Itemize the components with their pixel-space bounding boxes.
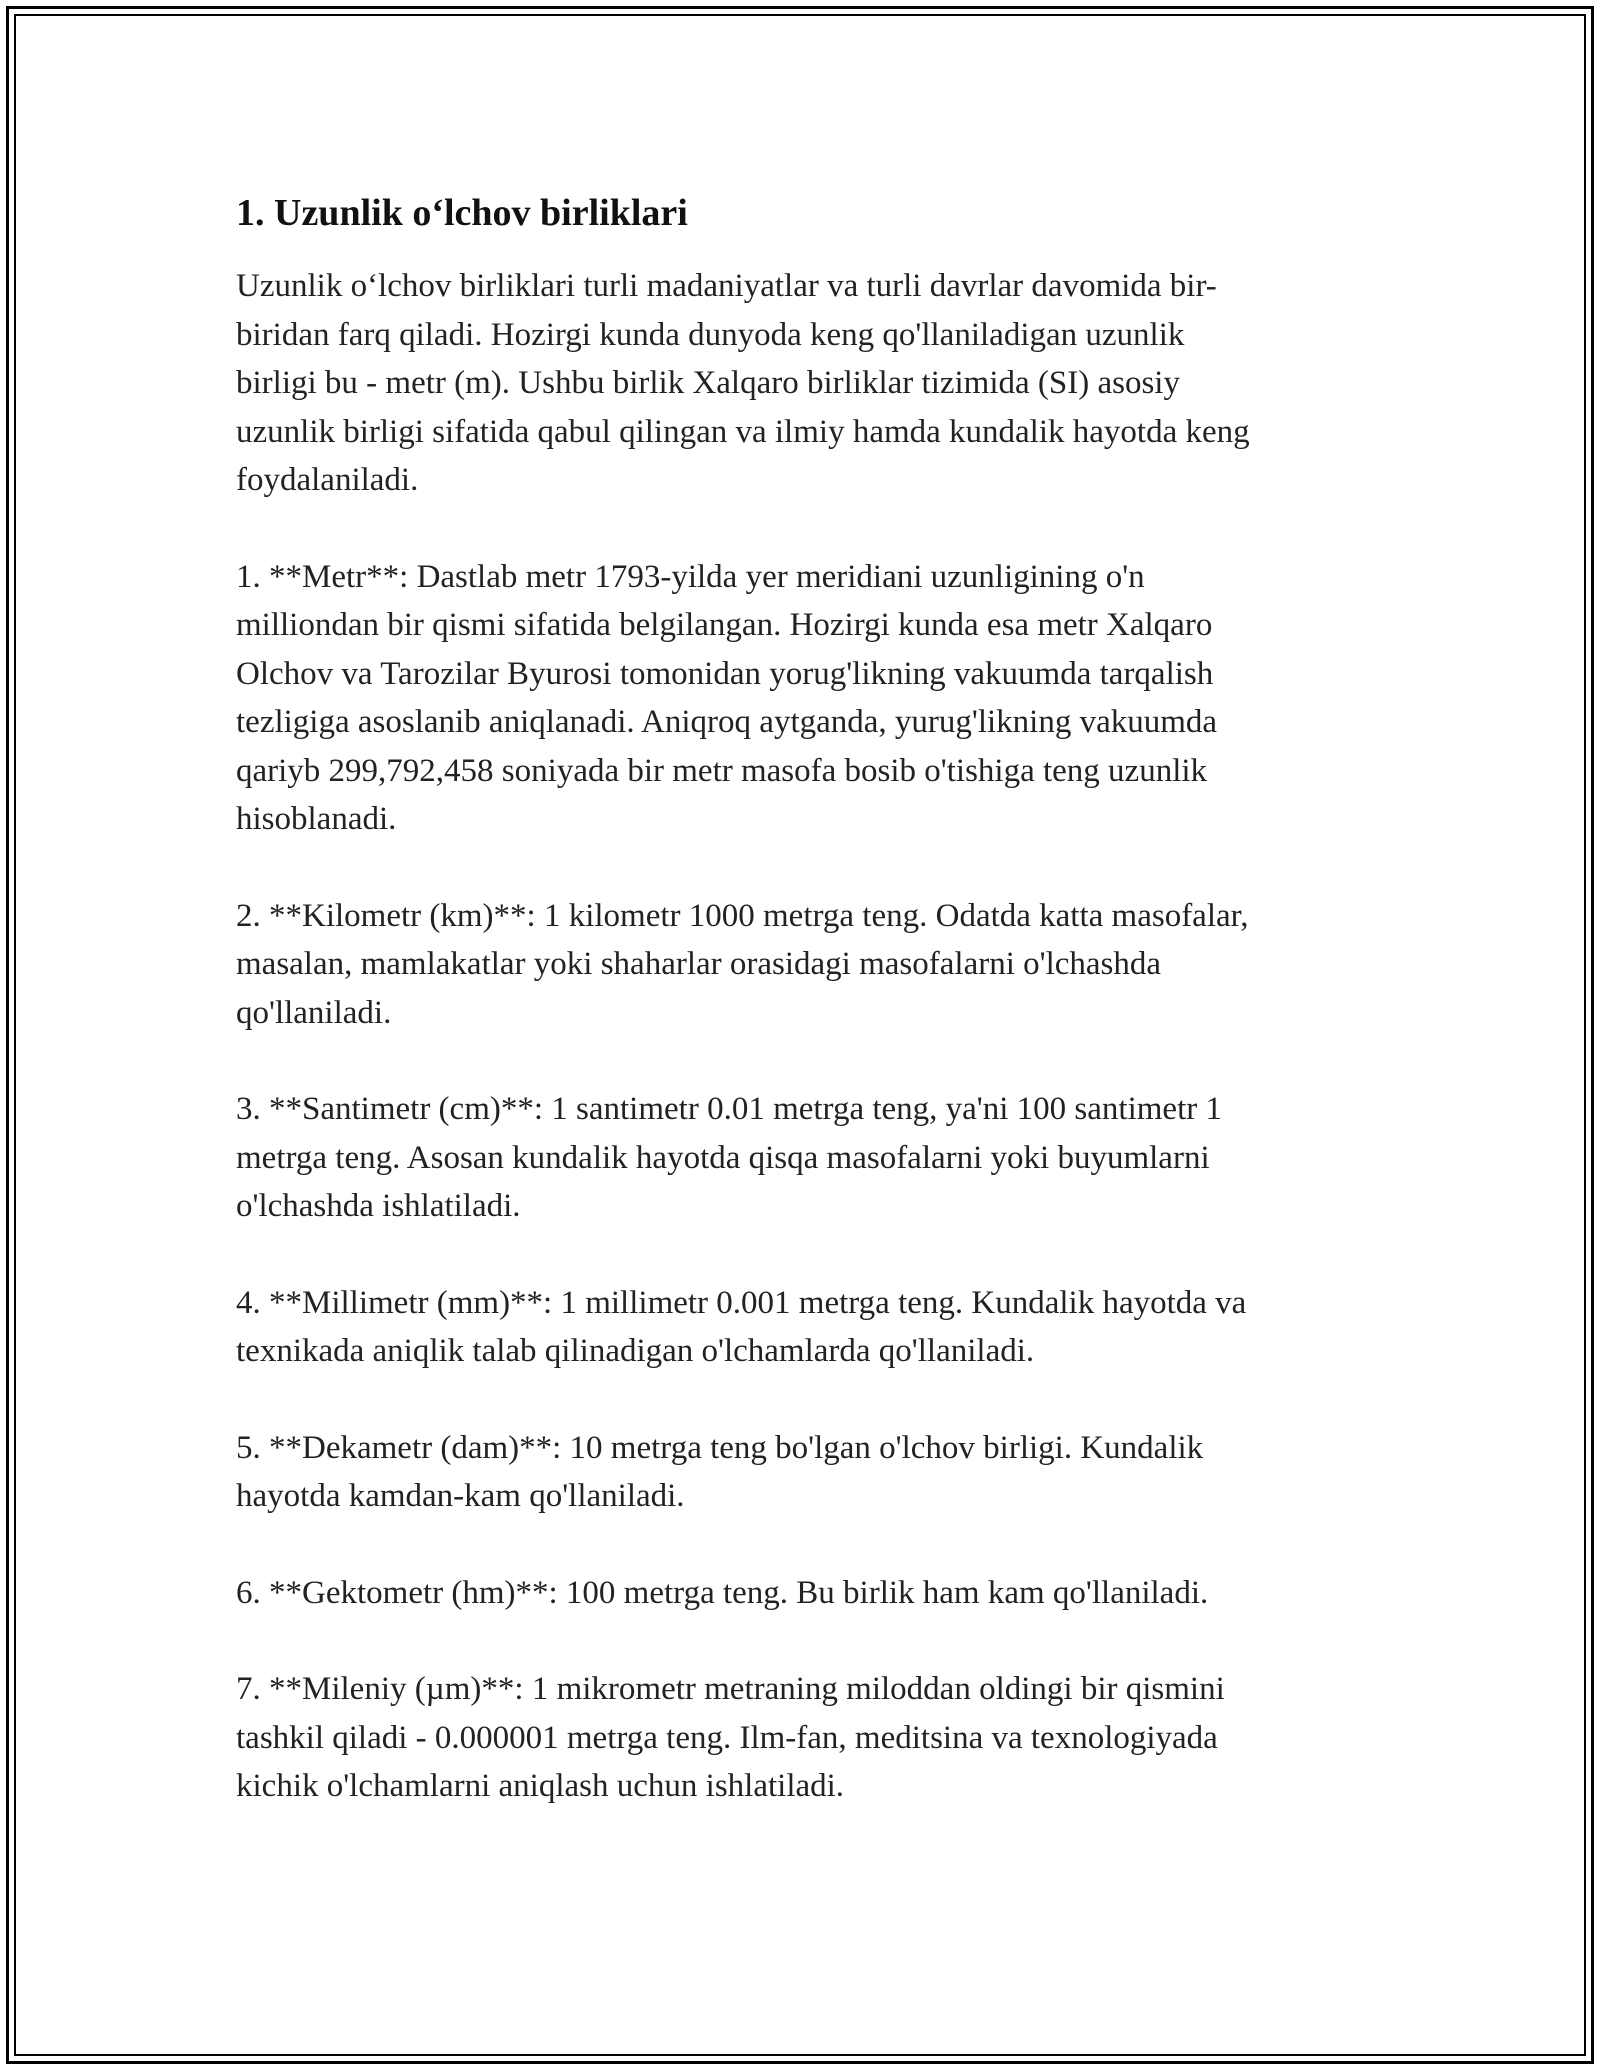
list-item-kilometr: 2. **Kilometr (km)**: 1 kilometr 1000 metrga teng. Odatda katta masofalar, masalan, mamlakatlar yoki shaharlar orasidagi masofalarni o'lchashda qo'llaniladi. [236, 897, 1249, 1031]
list-item-dekametr: 5. **Dekametr (dam)**: 10 metrga teng bo'lgan o'lchov birligi. Kundalik hayotda kamdan-kam qo'llaniladi. [236, 1429, 1204, 1514]
list-item-mileniy: 7. **Mileniy (µm)**: 1 mikrometr metraning miloddan oldingi bir qismini tashkil qiladi - 0.000001 metrga teng. Ilm-fan, meditsina va texnologiyada kichik o'lchamlarni aniqlash uchun ishlatiladi. [236, 1671, 1225, 1804]
document-body [236, 186, 1366, 1859]
section-heading: 1. Uzunlik o‘lchov birliklari [236, 192, 688, 234]
list-item-millimetr: 4. **Millimetr (mm)**: 1 millimetr 0.001 metrga teng. Kundalik hayotda va texnikada aniqlik talab qilinadigan o'lchamlarda qo'llaniladi. [236, 1284, 1247, 1369]
list-item-gektometr: 6. **Gektometr (hm)**: 100 metrga teng. Bu birlik ham kam qo'llaniladi. [236, 1574, 1209, 1611]
list-item-santimetr: 3. **Santimetr (cm)**: 1 santimetr 0.01 metrga teng, ya'ni 100 santimetr 1 metrga teng. Asosan kundalik hayotda qisqa masofalarni yoki buyumlarni o'lchashda ishlatiladi. [236, 1091, 1222, 1224]
intro-paragraph: Uzunlik o‘lchov birliklari turli madaniyatlar va turli davrlar davomida bir- biridan farq qiladi. Hozirgi kunda dunyoda keng qo'llaniladigan uzunlik birligi bu - metr (m). Ushbu birlik Xalqaro birliklar tizimida (SI) asosiy uzunlik birligi sifatida qabul qilingan va ilmiy hamda kundalik hayotda keng foydalaniladi. [236, 268, 1250, 498]
list-item-metr: 1. **Metr**: Dastlab metr 1793-yilda yer meridiani uzunligining o'n milliondan bir qismi sifatida belgilangan. Hozirgi kunda esa metr Xalqaro Olchov va Tarozilar Byurosi tomonidan yorug'likning vakuumda tarqalish tezligiga asoslanib aniqlanadi. Aniqroq aytganda, yurug'likning vakuumda qariyb 299,792,458 soniyada bir metr masofa bosib o'tishiga teng uzunlik hisoblanadi. [236, 558, 1218, 837]
